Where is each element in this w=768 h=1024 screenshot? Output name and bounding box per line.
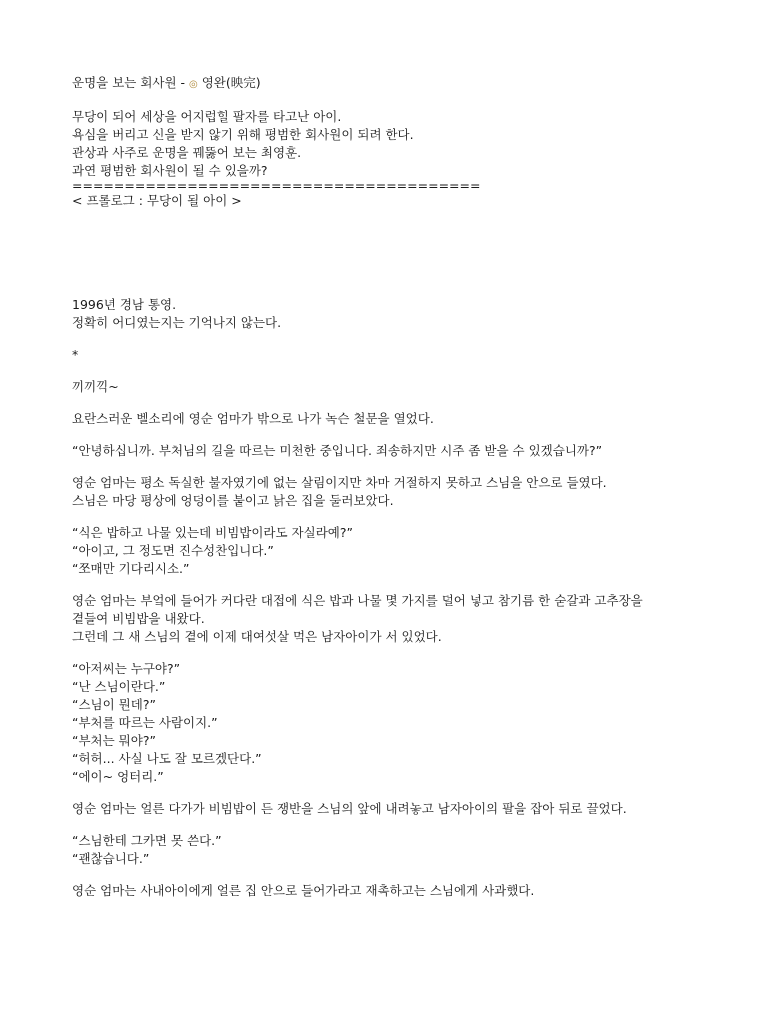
sound-text: 끼끼끽~ — [72, 379, 119, 394]
scene-break — [72, 346, 752, 364]
dialogue-line: “에이~ 엉터리.” — [72, 769, 164, 784]
setting-line: 1996년 경남 통영. — [72, 297, 177, 312]
paragraph-line: 영순 엄마는 평소 독실한 불자였기에 없는 살림이지만 차마 거절하지 못하고 스님을 안으로 들였다. — [72, 475, 607, 490]
dialogue-line: “부처는 뭐야?” — [72, 733, 156, 748]
dialogue-line: “스님한테 그카면 못 쓴다.” — [72, 833, 222, 848]
document-title — [72, 74, 752, 94]
paragraph-line: 스님은 마당 평상에 엉덩이를 붙이고 낡은 집을 둘러보았다. — [72, 493, 394, 508]
title-text: 운명을 보는 회사원 - — [72, 75, 190, 90]
sound-effect — [72, 378, 752, 396]
chapter-heading — [72, 192, 752, 210]
dialogue-line: “아이고, 그 정도면 진수성찬입니다.” — [72, 543, 274, 558]
paragraph-line: 영순 엄마는 부엌에 들어가 커다란 대접에 식은 밥과 나물 몇 가지를 덜어 넣고 참기름 한 숟갈과 고추장을 — [72, 593, 643, 608]
setting-block — [72, 296, 752, 332]
synopsis-line: 과연 평범한 회사원이 될 수 있을까? — [72, 163, 268, 178]
paragraph — [72, 592, 752, 646]
synopsis-line: 관상과 사주로 운명을 꿰뚫어 보는 최영훈. — [72, 145, 302, 160]
paragraph — [72, 800, 752, 818]
paragraph-line: 곁들여 비빔밥을 내왔다. — [72, 611, 205, 626]
dialogue-line: “아저씨는 누구야?” — [72, 661, 181, 676]
dialogue-line: “허허... 사실 나도 잘 모르겠단다.” — [72, 751, 262, 766]
synopsis-line: 욕심을 버리고 신을 받지 않기 위해 평범한 회사원이 되려 한다. — [72, 127, 414, 142]
paragraph — [72, 442, 752, 460]
paragraph-line: 영순 엄마는 사내아이에게 얼른 집 안으로 들어가라고 재촉하고는 스님에게 사과했다. — [72, 883, 535, 898]
separator-line: ======================================= — [72, 178, 481, 193]
paragraph-line: 그런데 그 새 스님의 곁에 이제 대여섯살 먹은 남자아이가 서 있었다. — [72, 629, 442, 644]
dialogue — [72, 660, 752, 786]
paragraph-line: 영순 엄마는 얼른 다가가 비빔밥이 든 쟁반을 스님의 앞에 내려놓고 남자아이의 팔을 잡아 뒤로 끌었다. — [72, 801, 627, 816]
document-page — [72, 74, 752, 914]
dialogue — [72, 524, 752, 578]
dialogue-line: “쪼매만 기다리시소.” — [72, 561, 190, 576]
circle-icon: ◎ — [189, 79, 198, 90]
author-name: 영완(映完) — [197, 75, 261, 90]
dialogue-line: “식은 밥하고 나물 있는데 비빔밥이라도 자실라예?” — [72, 525, 353, 540]
paragraph — [72, 410, 752, 428]
dialogue-line: “부처를 따르는 사람이지.” — [72, 715, 218, 730]
synopsis — [72, 108, 752, 180]
dialogue-line: “괜찮습니다.” — [72, 851, 150, 866]
chapter-title: < 프롤로그 : 무당이 될 아이 > — [72, 193, 242, 208]
dialogue — [72, 832, 752, 868]
asterisk: * — [72, 347, 79, 362]
dialogue-line: “난 스님이란다.” — [72, 679, 166, 694]
paragraph-line: 요란스러운 벨소리에 영순 엄마가 밖으로 나가 녹슨 철문을 열었다. — [72, 411, 434, 426]
setting-line: 정확히 어디였는지는 기억나지 않는다. — [72, 315, 282, 330]
spacer — [72, 224, 752, 296]
dialogue-line: “스님이 뭔데?” — [72, 697, 156, 712]
paragraph-line: “안녕하십니까. 부처님의 길을 따르는 미천한 중입니다. 죄송하지만 시주 좀 받을 수 있겠습니까?” — [72, 443, 603, 458]
synopsis-line: 무당이 되어 세상을 어지럽힐 팔자를 타고난 아이. — [72, 109, 342, 124]
paragraph — [72, 882, 752, 900]
paragraph — [72, 474, 752, 510]
